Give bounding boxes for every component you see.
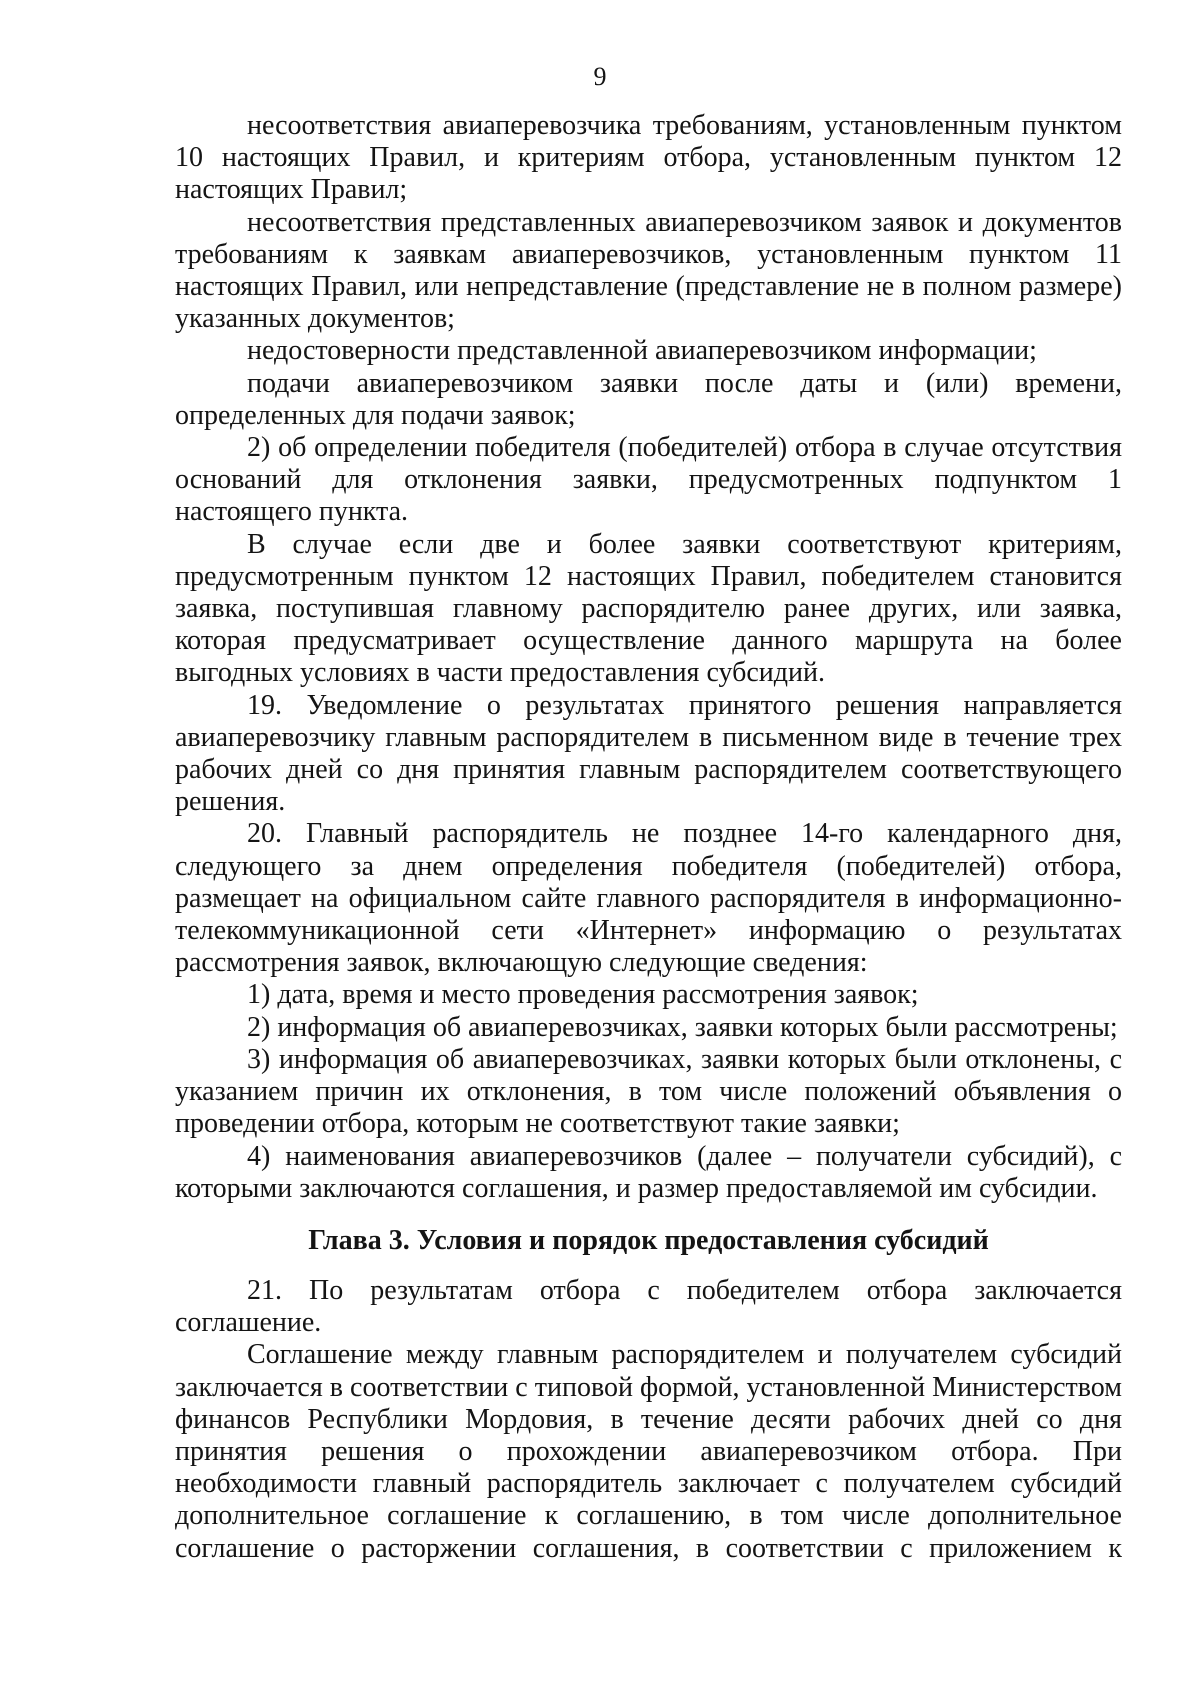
list-item-4: 4) наименования авиаперевозчиков (далее – получатели субсидий), с которыми заключаются соглашения, и размер предоставляемой им субсидии. (175, 1140, 1122, 1204)
paragraph-clause-1: несоответствия авиаперевозчика требованиям, установленным пунктом 10 настоящих Правил, и критериям отбора, установленным пунктом 12 настоящих Правил; (175, 110, 1122, 206)
document-body (175, 110, 1122, 1565)
list-item-1: 1) дата, время и место проведения рассмотрения заявок; (247, 979, 919, 1011)
list-item-3: 3) информация об авиаперевозчиках, заявки которых были отклонены, с указанием причин их отклонения, в том числе положений объявления о проведении отбора, которым не соответствуют такие заявки; (175, 1043, 1122, 1140)
paragraph-clause-3: недостоверности представленной авиаперевозчиком информации; (247, 335, 1037, 367)
page-number: 9 (593, 62, 607, 91)
list-item-2: 2) информация об авиаперевозчиках, заявки которых были рассмотрены; (247, 1011, 1118, 1043)
paragraph-subitem-2: 2) об определении победителя (победителей) отбора в случае отсутствия оснований для отклонения заявки, предусмотренных подпунктом 1 настоящего пункта. (175, 432, 1122, 528)
paragraph-item-19: 19. Уведомление о результатах принятого решения направляется авиаперевозчику главным распорядителем в письменном виде в течение трех рабочих дней со дня принятия главным распорядителем соответствующего решения. (175, 689, 1122, 818)
paragraph-clause-4: подачи авиаперевозчиком заявки после даты и (или) времени, определенных для подачи заявок; (175, 367, 1122, 431)
paragraph-tie-rule: В случае если две и более заявки соответствуют критериям, предусмотренным пунктом 12 настоящих Правил, победителем становится заявка, поступившая главному распорядителю ранее других, или заявка, которая предусматривает осуществление данного маршрута на более выгодных условиях в части предоставления субсидий. (175, 528, 1122, 689)
chapter-heading: Глава 3. Условия и порядок предоставления субсидий (308, 1224, 989, 1256)
paragraph-clause-2: несоответствия представленных авиаперевозчиком заявок и документов требованиям к заявкам авиаперевозчиков, установленным пунктом 11 настоящих Правил, или непредставление (представление не в полном размере) указанных документов; (175, 206, 1122, 335)
paragraph-agreement: Соглашение между главным распорядителем и получателем субсидий заключается в соответствии с типовой формой, установленной Министерством финансов Республики Мордовия, в течение десяти рабочих дней со дня принятия решения о прохождении авиаперевозчиком отбора. При необходимости главный распорядитель заключает с получателем субсидий дополнительное соглашение к соглашению, в том числе дополнительное соглашение о расторжении соглашения, в соответствии с приложением к (175, 1339, 1122, 1564)
paragraph-item-20: 20. Главный распорядитель не позднее 14-го календарного дня, следующего за днем определения победителя (победителей) отбора, размещает на официальном сайте главного распорядителя в информационно-телекоммуникационной сети «Интернет» информацию о результатах рассмотрения заявок, включающую следующие сведения: (175, 818, 1122, 979)
paragraph-item-21: 21. По результатам отбора с победителем отбора заключается соглашение. (175, 1274, 1122, 1339)
